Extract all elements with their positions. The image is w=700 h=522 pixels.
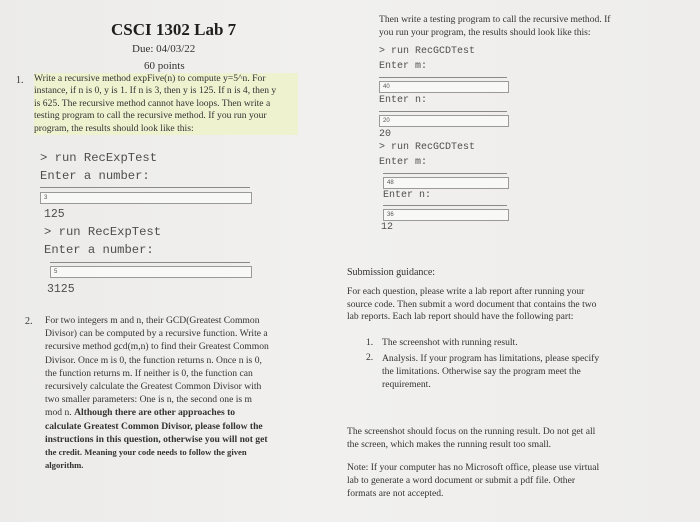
q1-run2-result: 3125 <box>47 283 75 296</box>
due-date: Due: 04/03/22 <box>132 43 196 55</box>
gcd-run1-n-input: 20 <box>379 115 509 127</box>
q1-line: program, the results should look like this: <box>34 122 194 134</box>
q2-bold-line: instructions in this question, otherwise you will not get <box>45 433 268 445</box>
item-line: requirement. <box>382 379 431 390</box>
submission-item-1-number: 1. <box>366 337 374 348</box>
item-line: The screenshot with running result. <box>382 337 518 348</box>
gcd-run1-n-rule <box>379 111 507 112</box>
q2-line: Divisor. Once m is 0, the function returns n. Once n is 0, <box>45 354 262 366</box>
gcd-run1-m-input: 40 <box>379 81 509 93</box>
gcd-run2-m-rule <box>383 173 507 174</box>
item-line: the limitations. Otherwise say the program meet the <box>382 366 581 377</box>
gcd-run2-n-rule <box>383 205 507 206</box>
submission-item-2 <box>382 352 672 391</box>
office-note <box>347 461 677 500</box>
q2-line: recursively calculate the Greatest Common Divisor with <box>45 381 262 393</box>
q1-text <box>34 73 298 135</box>
gcd-run2-m-prompt: Enter m: <box>379 157 428 168</box>
item-line: Analysis. If your program has limitations, please specify <box>382 353 600 364</box>
submission-heading: Submission guidance: <box>347 267 436 278</box>
points: 60 points <box>144 60 185 72</box>
gcd-run2-n-input: 36 <box>383 209 509 221</box>
q2-bold-line: calculate Greatest Common Divisor, please follow the <box>45 420 263 432</box>
focus-line: the screen, which makes the running result too small. <box>347 439 552 450</box>
focus-line: The screenshot should focus on the running result. Do not get all <box>347 426 596 437</box>
q2-line: For two integers m and n, their GCD(Greatest Common <box>45 315 260 326</box>
q2-line-start: mod n. <box>45 407 72 419</box>
q1-run1-result: 125 <box>44 208 65 221</box>
q2-line <box>45 406 311 419</box>
intro-line: Then write a testing program to call the recursive method. If <box>379 14 611 25</box>
q2-bold-line: the credit. Meaning your code needs to follow the given <box>45 447 247 458</box>
submission-item-2-number: 2. <box>366 352 374 363</box>
gcd-run2-m-input: 48 <box>383 177 509 189</box>
gcd-run1-result: 20 <box>379 129 392 140</box>
gcd-run2-n-prompt: Enter n: <box>383 190 432 201</box>
q2-line: recursive method gcd(m,n) to find their Greatest Common <box>45 341 269 353</box>
q2-line: the function returns m. If neither is 0, the function can <box>45 367 253 379</box>
q1-run1-prompt: Enter a number: <box>40 169 150 183</box>
q1-line: is 625. The recursive method cannot have loops. Then write a <box>34 97 271 109</box>
q1-number: 1. <box>16 75 24 86</box>
submission-line: For each question, please write a lab report after running your <box>347 286 585 297</box>
gcd-run1-m-rule <box>379 77 507 78</box>
page-title: CSCI 1302 Lab 7 <box>111 20 237 39</box>
q1-line: Write a recursive method expFive(n) to compute y=5^n. For <box>34 73 266 84</box>
submission-line: lab reports. Each lab report should have the following part: <box>347 311 574 323</box>
note-line: formats are not accepted. <box>347 488 444 499</box>
note-line: Note: If your computer has no Microsoft office, please use virtual <box>347 462 600 473</box>
submission-item-1 <box>382 337 672 349</box>
gcd-run2-command: > run RecGCDTest <box>379 142 476 153</box>
q2-text <box>45 314 311 472</box>
gcd-run1-command: > run RecGCDTest <box>379 46 476 57</box>
q1-line: testing program to call the recursive method. If you run your <box>34 110 267 122</box>
screenshot-focus-note <box>347 425 677 451</box>
intro-line: you run your program, the results should look like this: <box>379 27 591 38</box>
q1-run2-rule <box>50 262 250 263</box>
q2-bold-line: algorithm. <box>45 460 84 471</box>
submission-line: source code. Then submit a word document that contains the two <box>347 298 597 310</box>
q2-number: 2. <box>25 316 33 327</box>
gcd-run2-result: 12 <box>381 222 394 233</box>
gcd-run1-m-prompt: Enter m: <box>379 61 428 72</box>
note-line: lab to generate a word document or submit a pdf file. Other <box>347 475 576 486</box>
q2-line: two smaller parameters: One is n, the second one is m <box>45 394 253 406</box>
q1-run2-prompt: Enter a number: <box>44 243 154 257</box>
q2-test-intro <box>379 13 679 39</box>
q2-bold-tail: Although there are other approaches to <box>74 407 236 419</box>
q1-run1-rule <box>40 187 250 188</box>
q1-line: instance, if n is 0, y is 1. If n is 3, then y is 125. If n is 4, then y <box>34 85 277 97</box>
q1-run2-input: 5 <box>50 266 252 278</box>
q1-run2-command: > run RecExpTest <box>44 225 162 239</box>
q1-run1-command: > run RecExpTest <box>40 151 158 165</box>
submission-paragraph <box>347 286 677 324</box>
gcd-run1-n-prompt: Enter n: <box>379 95 428 106</box>
q1-run1-input: 3 <box>40 192 252 204</box>
q2-line: Divisor) can be computed by a recursive function. Write a <box>45 328 268 340</box>
